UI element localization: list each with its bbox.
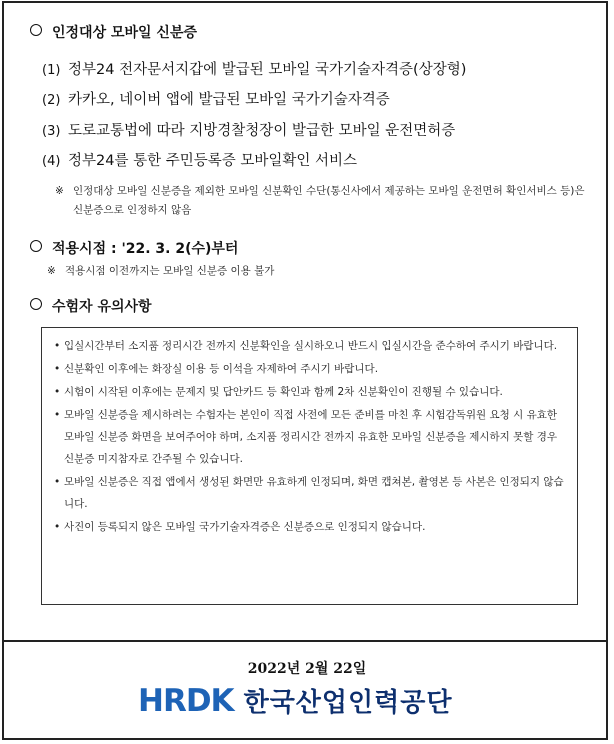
circle-bullet-icon	[30, 240, 42, 252]
list-item: (2) 카카오, 네이버 앱에 발급된 모바일 국가기술자격증	[42, 92, 390, 108]
org-name: 한국산업인력공단	[243, 688, 453, 718]
list-item: • 신분확인 이후에는 화장실 이용 등 이석을 자제하여 주시기 바랍니다.	[54, 363, 379, 375]
notes-box	[41, 327, 578, 605]
notes-list	[42, 328, 577, 538]
list-item: • 모바일 신분증은 직접 앱에서 생성된 화면만 유효하게 인정되며, 화면 캡쳐본, 촬영본 등 사본은 인정되지 않습니다.	[54, 476, 564, 510]
list-item: (4) 정부24를 통한 주민등록증 모바일확인 서비스	[42, 153, 358, 169]
divider-line	[2, 640, 608, 642]
hrdk-logo-mark: HRDK	[138, 682, 234, 719]
section-heading-effective-date	[30, 238, 238, 258]
section-title: 수험자 유의사항	[52, 299, 152, 315]
list-item: (1) 정부24 전자문서지갑에 발급된 모바일 국가기술자격증(상장형)	[42, 62, 467, 78]
reference-mark-icon: ※	[55, 185, 64, 197]
circle-bullet-icon	[30, 24, 42, 36]
section-title: 인정대상 모바일 신분증	[52, 25, 197, 41]
reference-mark-icon: ※	[47, 265, 56, 277]
list-item: (3) 도로교통법에 따라 지방경찰청장이 발급한 모바일 운전면허증	[42, 123, 456, 139]
list-item: • 사진이 등록되지 않은 모바일 국가기술자격증은 신분증으로 인정되지 않습니다.	[54, 521, 426, 533]
list-item: • 모바일 신분증을 제시하려는 수험자는 본인이 직접 사전에 모든 준비를 마친 후 시험감독위원 요청 시 유효한 모바일 신분증 화면을 보여주어야 하며, 소지품 정리시간 전까지 유효한 모바일 신분증을 제시하지 못할 경우 신분증 미지참자로 간주될 수 있습니다.	[54, 409, 558, 465]
hrdk-logo	[138, 682, 453, 722]
section-heading-eligible-ids	[30, 22, 197, 42]
note-effective-date: ※ 적용시점 이전까지는 모바일 신분증 이용 불가	[47, 262, 587, 281]
circle-bullet-icon	[30, 298, 42, 310]
list-item: • 시험이 시작된 이후에는 문제지 및 답안카드 등 확인과 함께 2차 신분확인이 진행될 수 있습니다.	[54, 386, 503, 398]
note-eligible-ids: ※ 인정대상 모바일 신분증을 제외한 모바일 신분확인 수단(통신사에서 제공하는 모바일 운전면허 확인서비스 등)은 신분증으로 인정하지 않음	[55, 182, 590, 220]
list-item: • 입실시간부터 소지품 정리시간 전까지 신분확인을 실시하오니 반드시 입실시간을 준수하여 주시기 바랍니다.	[54, 340, 558, 352]
issue-date: 2022년 2월 22일	[247, 661, 367, 677]
section-heading-examinee-notes	[30, 296, 152, 316]
section-title: 적용시점 : '22. 3. 2(수)부터	[52, 241, 239, 257]
